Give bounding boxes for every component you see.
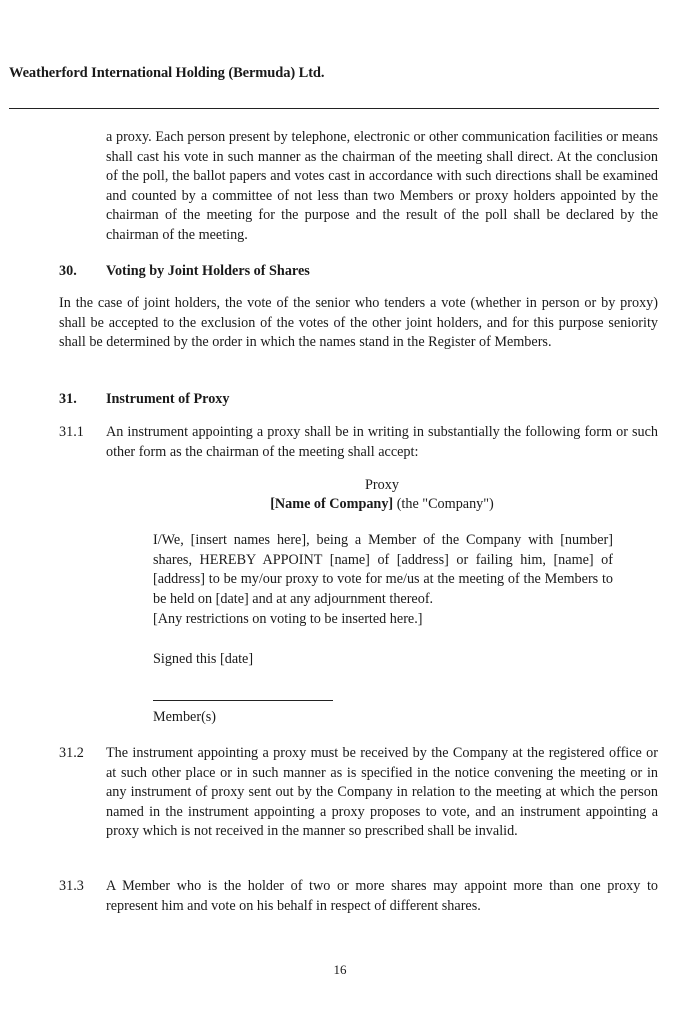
document-header: Weatherford International Holding (Bermuda) Ltd. (9, 65, 325, 81)
section-29-continuation: a proxy. Each person present by telephone, electronic or other communication facilities or means shall cast his vote in such manner as the chairman of the meeting shall direct. At the conclusion of the poll, the ballot papers and votes cast in accordance with such directions shall be examined and counted by a committee of not less than two Members or proxy holders appointed by the chairman of the meeting for the purpose and the result of the poll shall be declared by the chairman of the meeting. (106, 129, 658, 243)
proxy-form-restrictions: [Any restrictions on voting to be inserted here.] (153, 611, 423, 627)
clause-31-1-text: An instrument appointing a proxy shall be in writing in substantially the following form or such other form as the chairman of the meeting shall accept: (106, 424, 658, 460)
section-30-number: 30. (59, 263, 77, 279)
clause-31-2-text: The instrument appointing a proxy must be received by the Company at the registered office or at such other place or in such manner as is specified in the notice convening the meeting or in any instrument of proxy sent out by the Company in relation to the meeting at which the person named in the instrument appointing a proxy proposes to vote, and an instrument appointing a proxy which is not received in the manner so prescribed shall be invalid. (106, 745, 658, 839)
section-30-title: Voting by Joint Holders of Shares (106, 263, 310, 279)
company-definition: (the "Company") (393, 496, 494, 512)
signature-line (153, 700, 333, 701)
section-30-body: In the case of joint holders, the vote of the senior who tenders a vote (whether in person or by proxy) shall be accepted to the exclusion of the votes of the other joint holders, and for this purpose seniority shall be determined by the order in which the names stand in the Register of Members. (59, 295, 658, 350)
proxy-form-body: I/We, [insert names here], being a Member of the Company with [number] shares, HEREBY APPOINT [name] of [address] or failing him, [name] of [address] to be my/our proxy to vote for me/us at the meeting of the Members to be held on [date] and at any adjournment thereof. (153, 532, 613, 607)
section-31-title: Instrument of Proxy (106, 391, 230, 407)
clause-31-1-number: 31.1 (59, 424, 84, 440)
proxy-form-company (106, 495, 658, 515)
clause-31-3-number: 31.3 (59, 878, 84, 894)
proxy-form-signed: Signed this [date] (153, 651, 254, 667)
clause-31-2-number: 31.2 (59, 745, 84, 761)
section-31-number: 31. (59, 391, 77, 407)
page-number: 16 (333, 962, 347, 977)
proxy-form-title: Proxy (365, 477, 399, 493)
clause-31-3-text: A Member who is the holder of two or more shares may appoint more than one proxy to represent him and vote on his behalf in respect of different shares. (106, 878, 658, 914)
header-rule (9, 108, 659, 109)
proxy-form-member: Member(s) (153, 709, 217, 725)
company-placeholder: [Name of Company] (270, 496, 394, 512)
